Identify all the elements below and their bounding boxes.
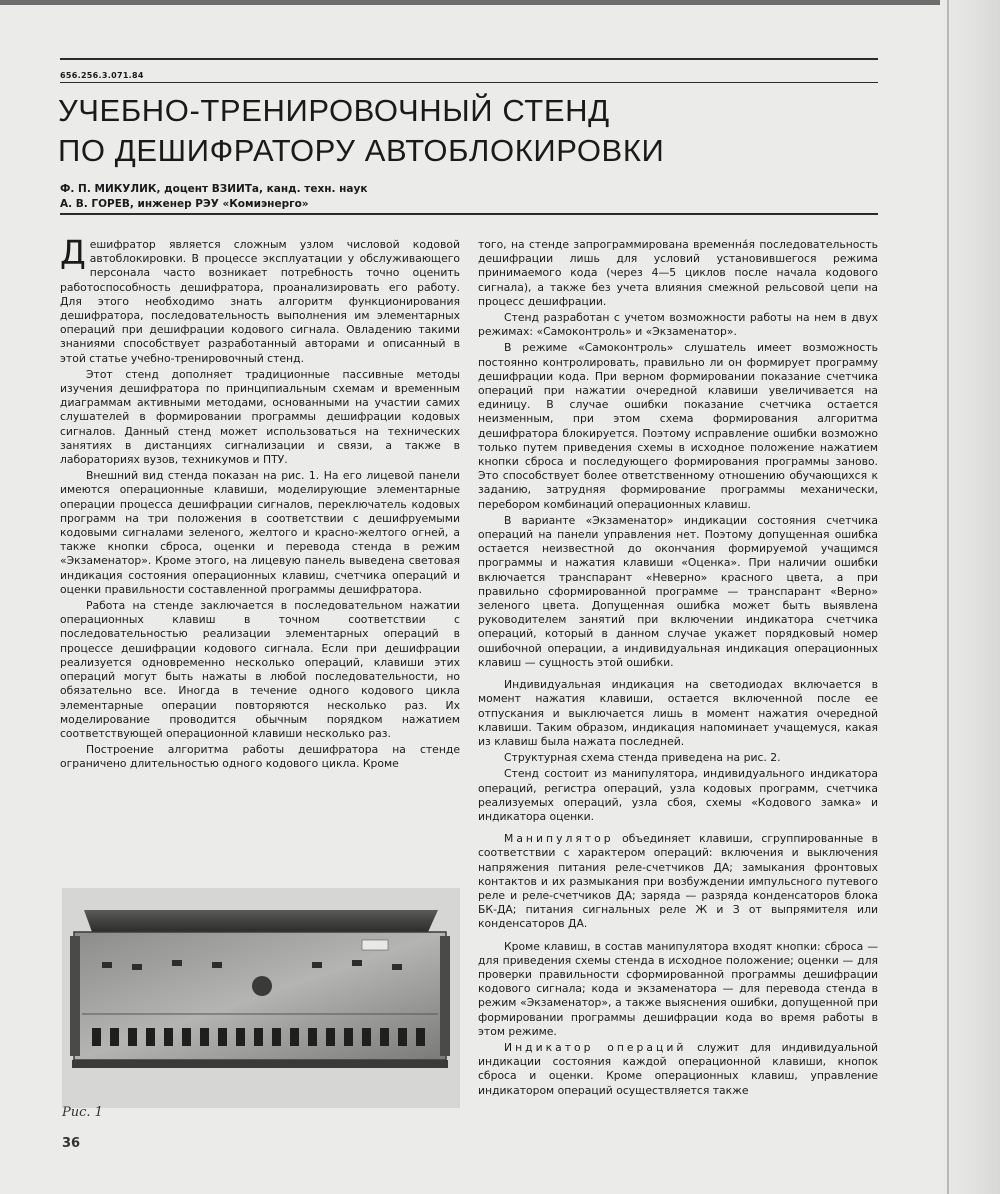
panel-label-plate: [362, 940, 388, 950]
top-edge-bar: [0, 0, 940, 5]
paragraph-text: объединяет клавиши, сгруппированные в соответствии с характером операций: включения и выключения напряжения питания реле-счетчиков ДА; замыкания фронтовых контактов и их размыкания при возбуждении импульсного путевого реле и реле-счетчиков ДА; заряда — разряда конденсаторов блока БК-ДА; питания сигнальных реле Ж и З от выпрямителя или конденсаторов ДА.: [478, 832, 878, 931]
udc-code: 656.256.3.071.84: [60, 71, 144, 80]
udc-rule: [60, 82, 878, 83]
paragraph: Построение алгоритма работы дешифратора на стенде ограничено длительностью одного кодового цикла. Кроме: [60, 743, 460, 771]
author-1: [60, 183, 367, 195]
page-binding-edge: [942, 0, 1000, 1194]
title-line-1: УЧЕБНО-ТРЕНИРОВОЧНЫЙ СТЕНД: [58, 93, 610, 128]
binding-line: [947, 0, 949, 1194]
program-switch: [252, 976, 272, 996]
figure-1-photo: [62, 888, 460, 1108]
term-operation-indicator: Индикатор операций: [504, 1040, 687, 1054]
author-name: Ф. П. МИКУЛИК,: [60, 183, 161, 195]
paragraph: [478, 1041, 878, 1098]
paragraph: того, на стенде запрограммирована временна́я последовательность дешифрации лишь для условий установившегося режима принимаемого кода (через 4—5 циклов после начала кодового сигнала), а также без учета влияния смежной рельсовой цепи на процесс дешифрации.: [478, 238, 878, 308]
drop-cap: Д: [60, 233, 86, 272]
paragraph: Этот стенд дополняет традиционные пассивные методы изучения дешифратора по принципиальным схемам и временным диаграммам активными методами, основанными на участии самих слушателей в формировании программы дешифрации кодовых сигналов. Данный стенд может использоваться на технических занятиях в дистанциях сигнализации и связи, а также в лабораториях вузов, техникумов и ПТУ.: [60, 367, 460, 467]
paragraph-text: ешифратор является сложным узлом числовой кодовой автоблокировки. В процессе эксплуатации у обслуживающего персонала часто возникает потребность точно оценить работоспособность дешифратора, проанализировать его работу. Для этого необходимо знать алгоритм функционирования дешифратора, последовательность выполнения им элементарных операций при дешифрации кодового сигнала. Овладению такими знаниями способствует разработанный авторами и описанный в этой статье учебно-тренировочный стенд.: [60, 238, 460, 365]
author-name: А. В. ГОРЕВ,: [60, 198, 134, 210]
left-column: [60, 233, 460, 774]
paragraph-intro: [60, 233, 460, 366]
paragraph: Стенд состоит из манипулятора, индивидуального индикатора операций, регистра операций, узла кодовых программ, счетчика реализуемых операций, узла сбоя, схемы «Кодового замка» и индикатора оценки.: [478, 767, 878, 823]
article-title: [58, 91, 664, 171]
paragraph: Индивидуальная индикация на светодиодах включается в момент нажатия клавиши, остается включенной после ее отпускания и выключается лишь в момент нажатия очередной клавиши. Таким образом, индикация напоминает учащемуся, какая из клавиш была нажата последней.: [478, 678, 878, 748]
figure-caption: Рис. 1: [62, 1105, 103, 1120]
paragraph: В варианте «Экзаменатор» индикации состояния счетчика операций на панели управления нет. Поэтому допущенная ошибка остается неизвестной до окончания формируемой учащимся программы и нажатия клавиши «Оценка». При наличии ошибки включается транспарант «Неверно» красного цвета, а при правильно сформированной программе — транспарант «Верно» зеленого цвета. Допущенная ошибка может быть выявлена руководителем занятий при включении индикатора счетчика операций, который в данном случае укажет порядковый номер ошибочной операции, а индивидуальная индикация операционных клавиш — сущность этой ошибки.: [478, 513, 878, 669]
paragraph: В режиме «Самоконтроль» слушатель имеет возможность постоянно контролировать, правильно ли он формирует программу дешифрации кода. При верном формировании показание счетчика операций при нажатии очередной клавиши увеличивается на единицу. В случае ошибки показание счетчика остается неизменным, при этом схема формирования алгоритма дешифратора блокируется. Поэтому исправление ошибки возможно только путем приведения схемы в исходное положение нажатием кнопки сброса и последующего формирования программы заново. Это способствует более ответственному отношению обучающихся к заданию, затрудняя формирование программы механически, перебором комбинаций операционных клавиш.: [478, 341, 878, 511]
paragraph: [478, 832, 878, 931]
title-line-2: ПО ДЕШИФРАТОРУ АВТОБЛОКИРОВКИ: [58, 133, 665, 168]
paragraph: Структурная схема стенда приведена на рис. 2.: [504, 751, 781, 765]
author-role: инженер РЭУ «Комиэнерго»: [133, 198, 309, 210]
page-number: 36: [62, 1136, 81, 1151]
term-manipulator: Манипулятор: [504, 832, 614, 846]
paragraph: Внешний вид стенда показан на рис. 1. На его лицевой панели имеются операционные клавиши, моделирующие элементарные операции процесса дешифрации сигналов, переключатель кодовых программ на три положения в соответствии с дешифруемыми кодовыми сигналами зеленого, желтого и красно-желтого огней, а также кнопки сброса, оценки и перевода стенда в режим «Экзаменатор». Кроме этого, на лицевую панель выведена световая индикация состояния операционных клавиш, счетчика операций и оценки правильности составленной программы дешифратора.: [60, 469, 460, 596]
paragraph-text: служит для индивидуальной индикации состояния каждой операционной клавиши, кнопок сброса и оценки. Кроме операционных клавиш, управление индикатором операций осуществляется также: [478, 1040, 878, 1097]
right-column: [478, 238, 878, 1100]
stand-photo-illustration: [62, 888, 460, 1108]
author-role: доцент ВЗИИТа, канд. техн. наук: [160, 183, 368, 195]
paragraph: Кроме клавиш, в состав манипулятора входят кнопки: сброса — для приведения схемы стенда в исходное положение; оценки — для проверки правильности сформированной программы дешифрации кодового сигнала; кода и экзаменатора — для перевода стенда в режим «Экзаменатор», а также выяснения ошибки, допущенной при формировании программы дешифрации кода во время работы в этом режиме.: [478, 939, 878, 1038]
paragraph: Стенд разработан с учетом возможности работы на нем в двух режимах: «Самоконтроль» и «Экзаменатор».: [478, 311, 878, 339]
left-handle: [70, 936, 80, 1056]
paragraph: Работа на стенде заключается в последовательном нажатии операционных клавиш в точном соответствии с последовательностью реализации элементарных операций в процессе дешифрации кодового сигнала. Если при дешифрации реализуется одновременно несколько операций, клавиши этих операций могут быть нажаты в любой последовательности, но обязательно все. Иногда в течение одного кодового цикла элементарные операции повторяются несколько раз. Их моделирование проводится обычным порядком нажатием соответствующей операционной клавиши несколько раз.: [60, 599, 460, 740]
byline-rule: [60, 213, 878, 215]
header-rule: [60, 58, 878, 60]
stand-base: [72, 1060, 448, 1068]
stand-top-cover: [84, 910, 438, 932]
author-2: [60, 198, 309, 210]
right-handle: [440, 936, 450, 1056]
